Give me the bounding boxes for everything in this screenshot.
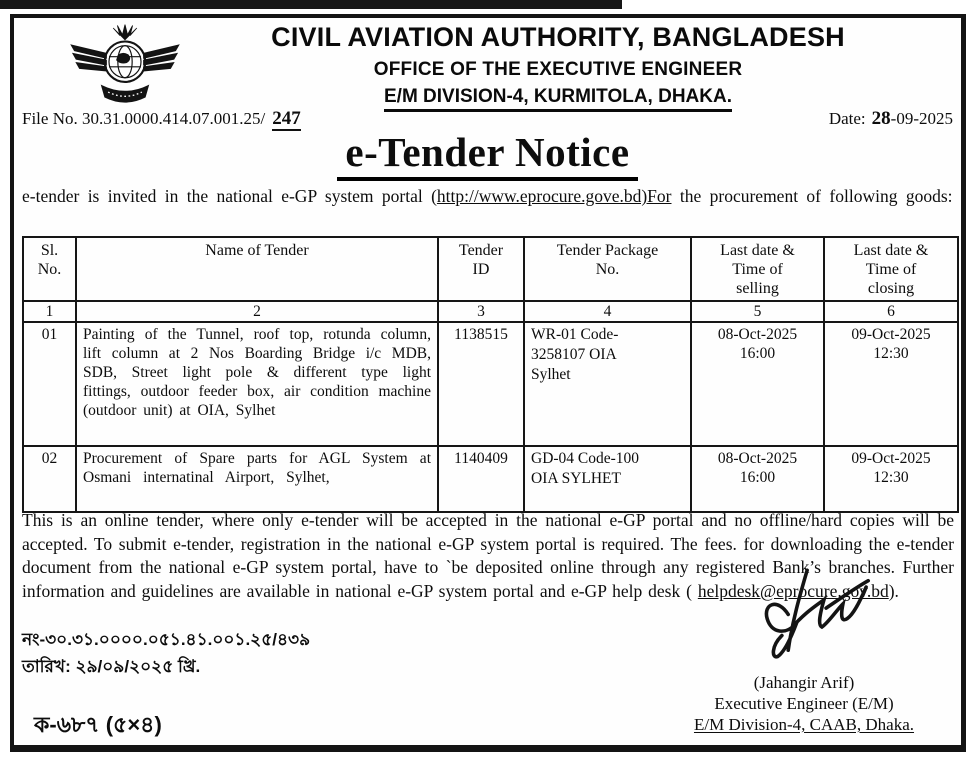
closing-cell: 09-Oct-2025 12:30 <box>824 446 958 512</box>
selling-cell: 08-Oct-2025 16:00 <box>691 322 824 446</box>
file-date-line <box>22 108 953 130</box>
name-cell: Painting of the Tunnel, roof top, rotunda column, lift column at 2 Nos Boarding Bridge i/c MDB, SDB, Street light pole & different type light fittings, outdoor feeder box, air condition machine (outdoor unit) at OIA, Sylhet <box>76 322 438 446</box>
division-name: E/M DIVISION-4, KURMITOLA, DHAKA. <box>384 86 732 112</box>
intro-text-before: e-tender is invited in the national e-GP system portal ( <box>22 186 437 206</box>
closing-cell: 09-Oct-2025 12:30 <box>824 322 958 446</box>
package-cell: WR-01 Code- 3258107 OIA Sylhet <box>524 322 691 446</box>
signer-name: (Jahangir Arif) <box>753 673 855 692</box>
tender-row-02 <box>23 446 958 512</box>
date-label: Date: <box>828 109 866 128</box>
tender-id-cell: 1140409 <box>438 446 524 512</box>
eprocure-url: http://www.eprocure.gove.bd)For <box>436 186 672 206</box>
package-cell: GD-04 Code-100 OIA SYLHET <box>524 446 691 512</box>
letterhead <box>164 22 952 112</box>
signer-division: E/M Division-4, CAAB, Dhaka. <box>693 715 915 734</box>
memo-block <box>22 626 310 680</box>
name-cell: Procurement of Spare parts for AGL System at Osmani internatinal Airport, Sylhet, <box>76 446 438 512</box>
column-number-row <box>23 301 958 322</box>
col-header-name: Name of Tender <box>76 237 438 301</box>
column-number: 5 <box>691 301 824 322</box>
notice-page <box>10 14 966 752</box>
org-name: CIVIL AVIATION AUTHORITY, BANGLADESH <box>271 22 845 52</box>
file-number-label: File No. 30.31.0000.414.07.001.25/ <box>22 109 266 128</box>
file-number-serial: 247 <box>272 108 301 129</box>
memo-ref-number: নং-৩০.৩১.০০০০.০৫১.৪১.০০১.২৫/৪৩৯ <box>22 630 311 649</box>
selling-cell: 08-Oct-2025 16:00 <box>691 446 824 512</box>
column-number: 1 <box>23 301 76 322</box>
tender-id-cell: 1138515 <box>438 322 524 446</box>
terms-text-before: This is an online tender, where only e-tender will be accepted in the national e-GP portal and no offline/hard copies will be accepted. To submit e-tender, registration in the national e-GP system portal is required. The fees. for downloading the e-tender document from the national e-GP system portal, have to `be deposited online through any registered Bank’s branches. Further information and guidelines are available in national e-GP system portal and e-GP help desk ( <box>22 510 954 601</box>
notice-title: e-Tender Notice <box>337 128 637 181</box>
col-header-tender-id: Tender ID <box>438 237 524 301</box>
terms-text-after: ). <box>888 580 899 601</box>
signer-title: Executive Engineer (E/M) <box>714 694 894 713</box>
helpdesk-email: helpdesk@eprocure.gov.bd <box>697 580 889 601</box>
issue-date <box>829 108 953 130</box>
sl-cell: 02 <box>23 446 76 512</box>
column-number: 6 <box>824 301 958 322</box>
col-header-selling: Last date & Time of selling <box>691 237 824 301</box>
sl-cell: 01 <box>23 322 76 446</box>
tender-row-01 <box>23 322 958 446</box>
memo-date: তারিখ: ২৯/০৯/২০২৫ খ্রি. <box>22 657 201 676</box>
col-header-package: Tender Package No. <box>524 237 691 301</box>
signature-block <box>654 566 954 735</box>
date-rest: -09-2025 <box>890 109 953 128</box>
column-number: 3 <box>438 301 524 322</box>
title-row <box>14 128 961 181</box>
column-number: 2 <box>76 301 438 322</box>
col-header-closing: Last date & Time of closing <box>824 237 958 301</box>
date-day: 28 <box>871 108 891 129</box>
scan-artifact-bar <box>0 0 622 9</box>
office-name: OFFICE OF THE EXECUTIVE ENGINEER <box>373 59 743 80</box>
tender-table <box>22 236 959 513</box>
table-header-row <box>23 237 958 301</box>
column-number: 4 <box>524 301 691 322</box>
col-header-sl-no: Sl. No. <box>23 237 76 301</box>
signature-image <box>724 566 884 666</box>
intro-text-after: the procurement of following goods: <box>671 186 953 206</box>
intro-paragraph <box>22 185 954 207</box>
file-number <box>22 108 301 130</box>
form-code: ক-৬৮৭ (৫×৪) <box>34 712 162 737</box>
